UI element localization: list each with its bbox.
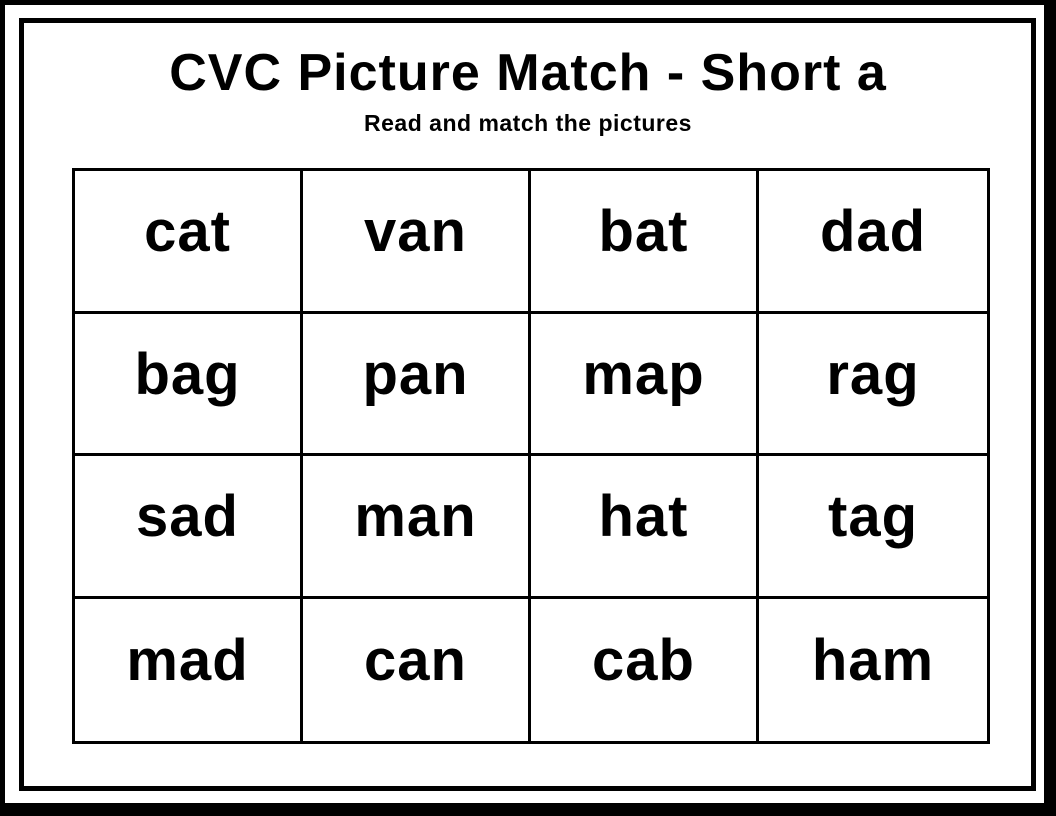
word-cell: bag — [75, 314, 303, 457]
worksheet-header — [0, 44, 1056, 137]
word-cell: mad — [75, 599, 303, 742]
word-cell: can — [303, 599, 531, 742]
worksheet-title: CVC Picture Match - Short a — [169, 44, 887, 102]
word-cell: sad — [75, 456, 303, 599]
word-cell: bat — [531, 171, 759, 314]
word-cell: pan — [303, 314, 531, 457]
word-cell: cab — [531, 599, 759, 742]
word-cell: rag — [759, 314, 987, 457]
word-cell: man — [303, 456, 531, 599]
word-cell: ham — [811, 628, 935, 694]
word-cell: van — [303, 171, 531, 314]
word-cell: hat — [531, 456, 759, 599]
word-grid — [72, 168, 990, 744]
word-cell: dad — [759, 171, 987, 314]
worksheet-subtitle: Read and match the pictures — [364, 110, 692, 136]
word-cell: map — [531, 314, 759, 457]
word-cell: cat — [75, 171, 303, 314]
word-cell: tag — [759, 456, 987, 599]
